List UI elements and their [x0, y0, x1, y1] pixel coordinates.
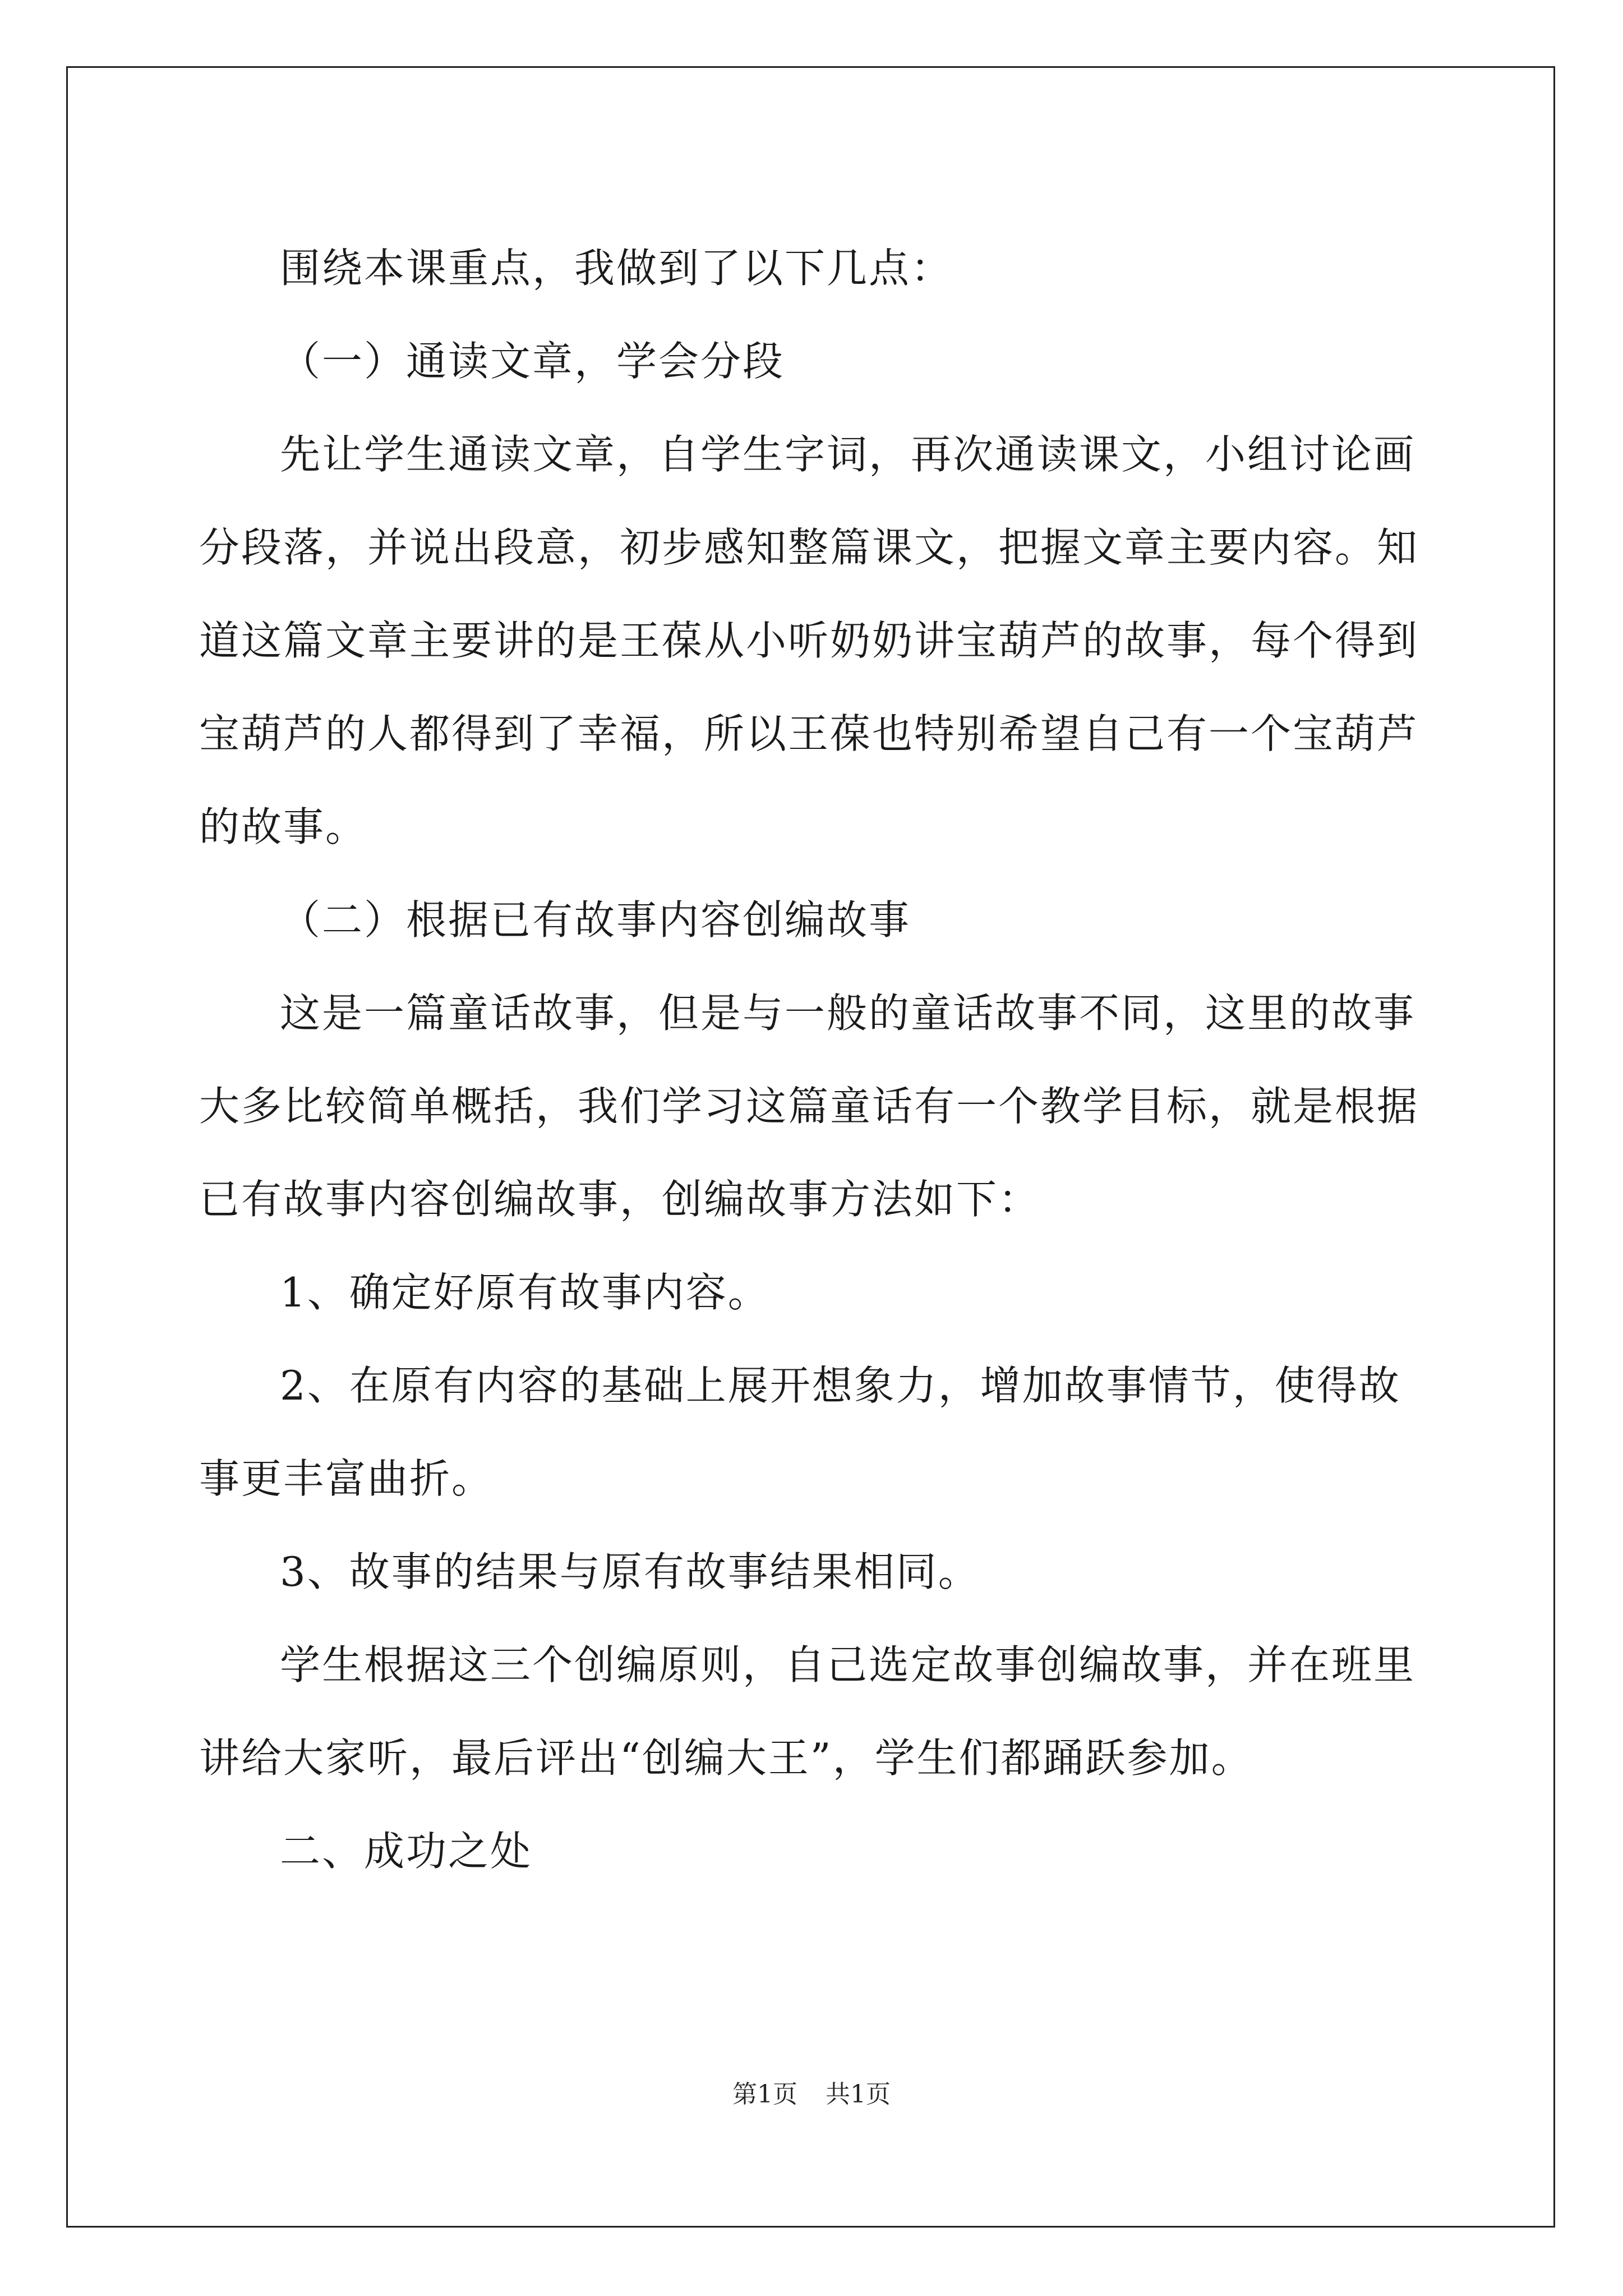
list-item-3: 3、故事的结果与原有故事结果相同。: [280, 1548, 980, 1595]
page-footer: [0, 2074, 1623, 2110]
section-heading-1: （一）通读文章，学会分段: [280, 338, 785, 385]
paragraph-activity: 学生根据这三个创编原则，自己选定故事创编故事，并在班里讲给大家听，最后评出“创编大王”，学生们都踊跃参加。: [199, 1641, 1416, 1782]
list-item-1: 1、确定好原有故事内容。: [280, 1269, 770, 1316]
section-heading-2: （二）根据已有故事内容创编故事: [280, 896, 911, 944]
paragraph-fairy-tale: 这是一篇童话故事，但是与一般的童话故事不同，这里的故事大多比较简单概括，我们学习这篇童话有一个教学目标，就是根据已有故事内容创编故事，创编故事方法如下：: [199, 990, 1419, 1223]
list-item-2: 2、在原有内容的基础上展开想象力，增加故事情节，使得故事更丰富曲折。: [199, 1362, 1401, 1502]
paragraph-intro: 围绕本课重点，我做到了以下几点：: [280, 245, 953, 292]
paragraph-reading: 先让学生通读文章，自学生字词，再次通读课文，小组讨论画分段落，并说出段意，初步感知整篇课文，把握文章主要内容。知道这篇文章主要讲的是王葆从小听奶奶讲宝葫芦的故事，每个得到宝葫芦的人都得到了幸福，所以王葆也特别希望自己有一个宝葫芦的故事。: [199, 431, 1419, 850]
document-body: [199, 222, 1433, 1898]
page-total: 共1页: [826, 2080, 891, 2109]
page-number: 第1页: [732, 2080, 797, 2109]
section-heading-success: 二、成功之处: [280, 1828, 533, 1875]
